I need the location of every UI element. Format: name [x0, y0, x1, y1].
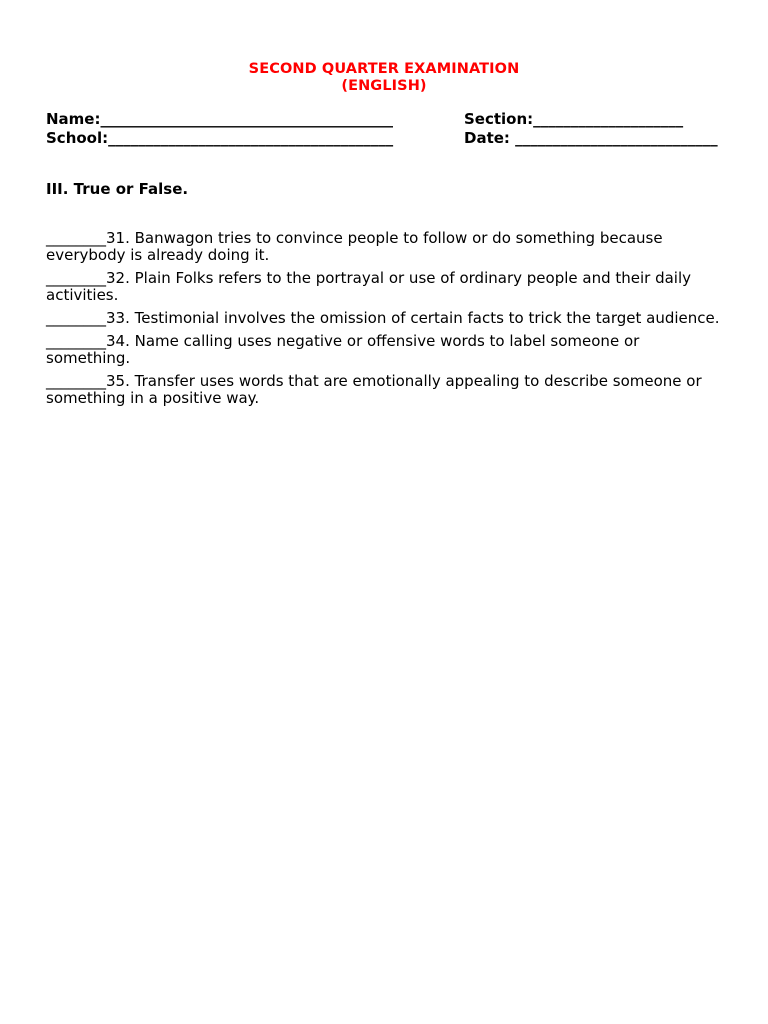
name-field: Name:_______________________________________	[46, 110, 393, 128]
question-item: ________34. Name calling uses negative or offensive words to label someone or something.	[46, 332, 640, 367]
question-item: ________33. Testimonial involves the omission of certain facts to trick the target audience.	[46, 309, 720, 327]
question-list	[46, 230, 726, 413]
question-item: ________31. Banwagon tries to convince people to follow or do something because everybody is already doing it.	[46, 229, 663, 264]
exam-title: SECOND QUARTER EXAMINATION	[248, 61, 520, 77]
exam-subject: (ENGLISH)	[341, 78, 427, 94]
question-item: ________35. Transfer uses words that are emotionally appealing to describe someone or something in a positive way.	[46, 372, 702, 407]
section-heading: III. True or False.	[46, 180, 189, 198]
section-field: Section:____________________	[464, 110, 684, 128]
question-item: ________32. Plain Folks refers to the portrayal or use of ordinary people and their daily activities.	[46, 269, 692, 304]
date-field: Date: ___________________________	[464, 129, 718, 147]
school-field: School:______________________________________	[46, 129, 394, 147]
